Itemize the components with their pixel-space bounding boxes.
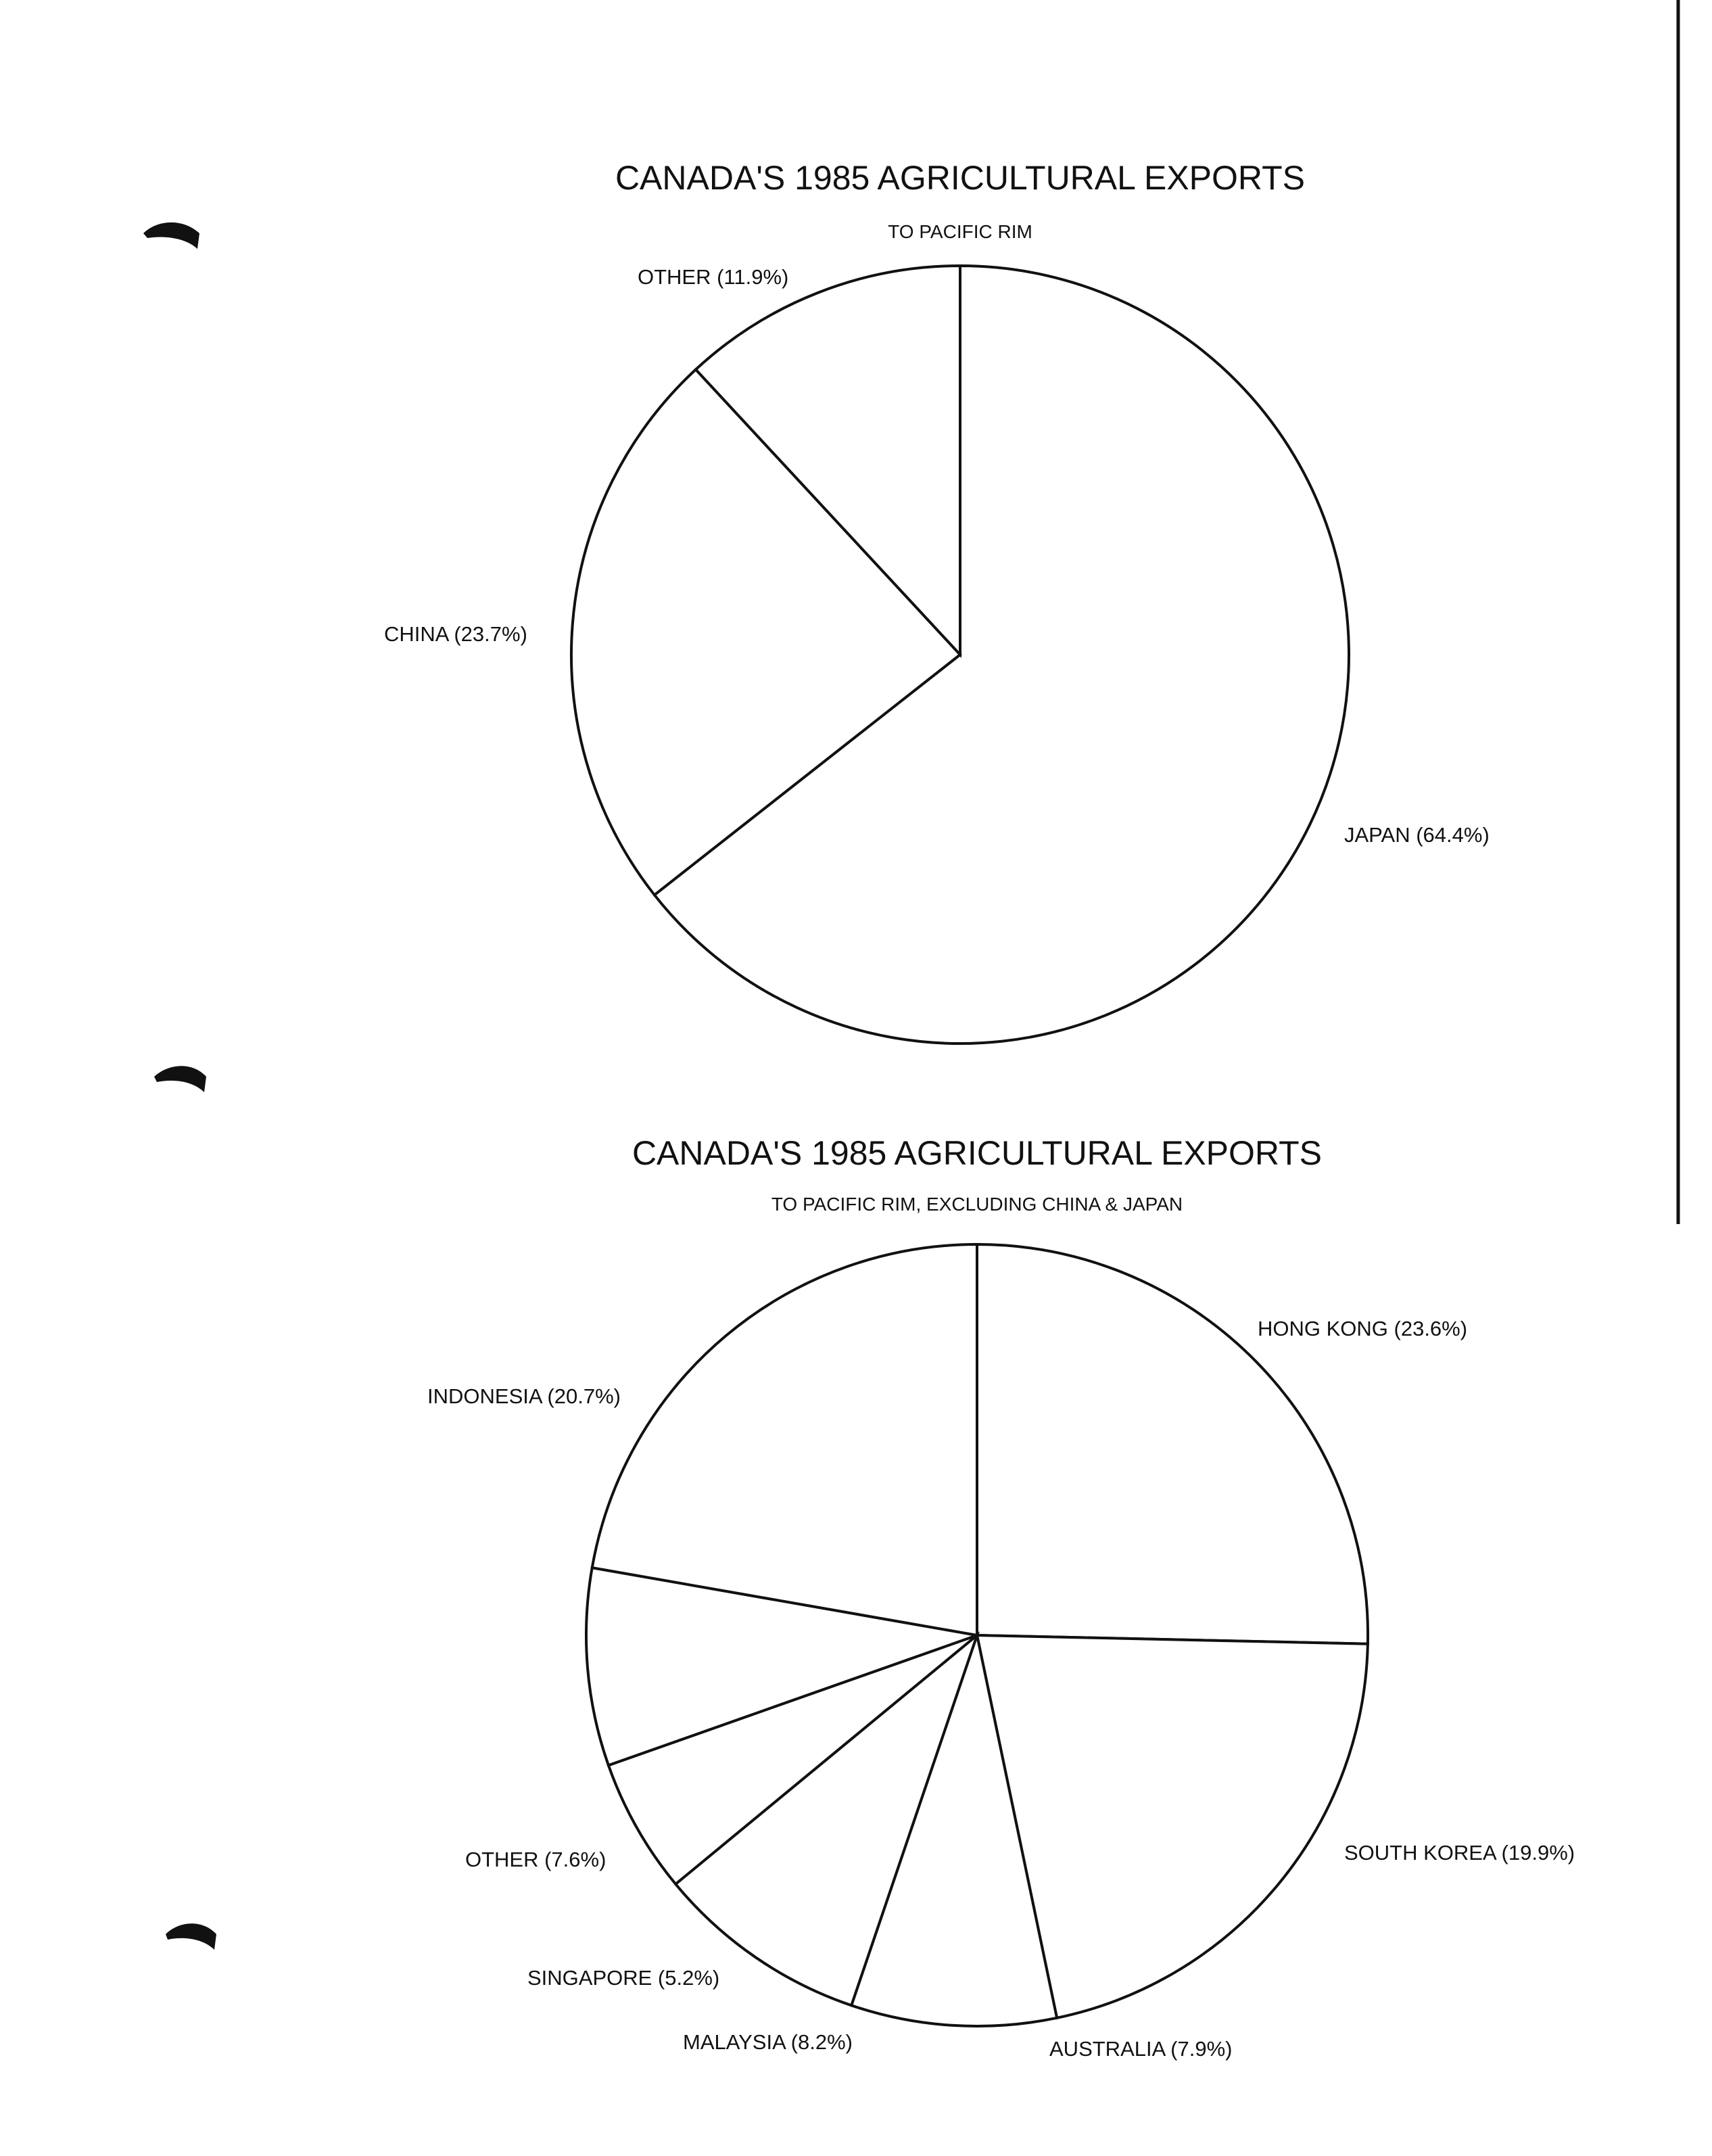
slice-label-australia: AUSTRALIA (7.9%) bbox=[1049, 2037, 1233, 2061]
chart1-subtitle: TO PACIFIC RIM bbox=[888, 221, 1032, 242]
slice-label-indonesia: INDONESIA (20.7%) bbox=[427, 1384, 621, 1408]
pie-chart-pacific-rim-excluding-china-japan bbox=[427, 1134, 1575, 2061]
binder-hole-mark-bottom bbox=[166, 1923, 216, 1950]
pie-chart-pacific-rim bbox=[384, 159, 1490, 1044]
slice-label-other: OTHER (11.9%) bbox=[638, 265, 789, 289]
slice-label-malaysia: MALAYSIA (8.2%) bbox=[683, 2030, 853, 2054]
slice-label-other: OTHER (7.6%) bbox=[465, 1848, 607, 1871]
chart2-title: CANADA'S 1985 AGRICULTURAL EXPORTS bbox=[632, 1134, 1323, 1172]
slice-label-south-korea: SOUTH KOREA (19.9%) bbox=[1344, 1841, 1575, 1865]
slice-label-singapore: SINGAPORE (5.2%) bbox=[527, 1966, 720, 1990]
chart2-subtitle: TO PACIFIC RIM, EXCLUDING CHINA & JAPAN bbox=[771, 1194, 1183, 1215]
binder-hole-mark-middle bbox=[154, 1066, 206, 1092]
binder-hole-mark-top bbox=[143, 222, 199, 249]
chart1-title: CANADA'S 1985 AGRICULTURAL EXPORTS bbox=[615, 159, 1306, 197]
slice-label-japan: JAPAN (64.4%) bbox=[1344, 823, 1490, 847]
chart2-slice-indonesia bbox=[592, 1244, 977, 1635]
chart2-slice-hong-kong bbox=[977, 1244, 1368, 1644]
chart2-slices bbox=[586, 1244, 1368, 2026]
slice-label-china: CHINA (23.7%) bbox=[384, 622, 527, 646]
chart1-slices bbox=[571, 266, 1349, 1044]
slice-label-hong-kong: HONG KONG (23.6%) bbox=[1258, 1317, 1468, 1340]
